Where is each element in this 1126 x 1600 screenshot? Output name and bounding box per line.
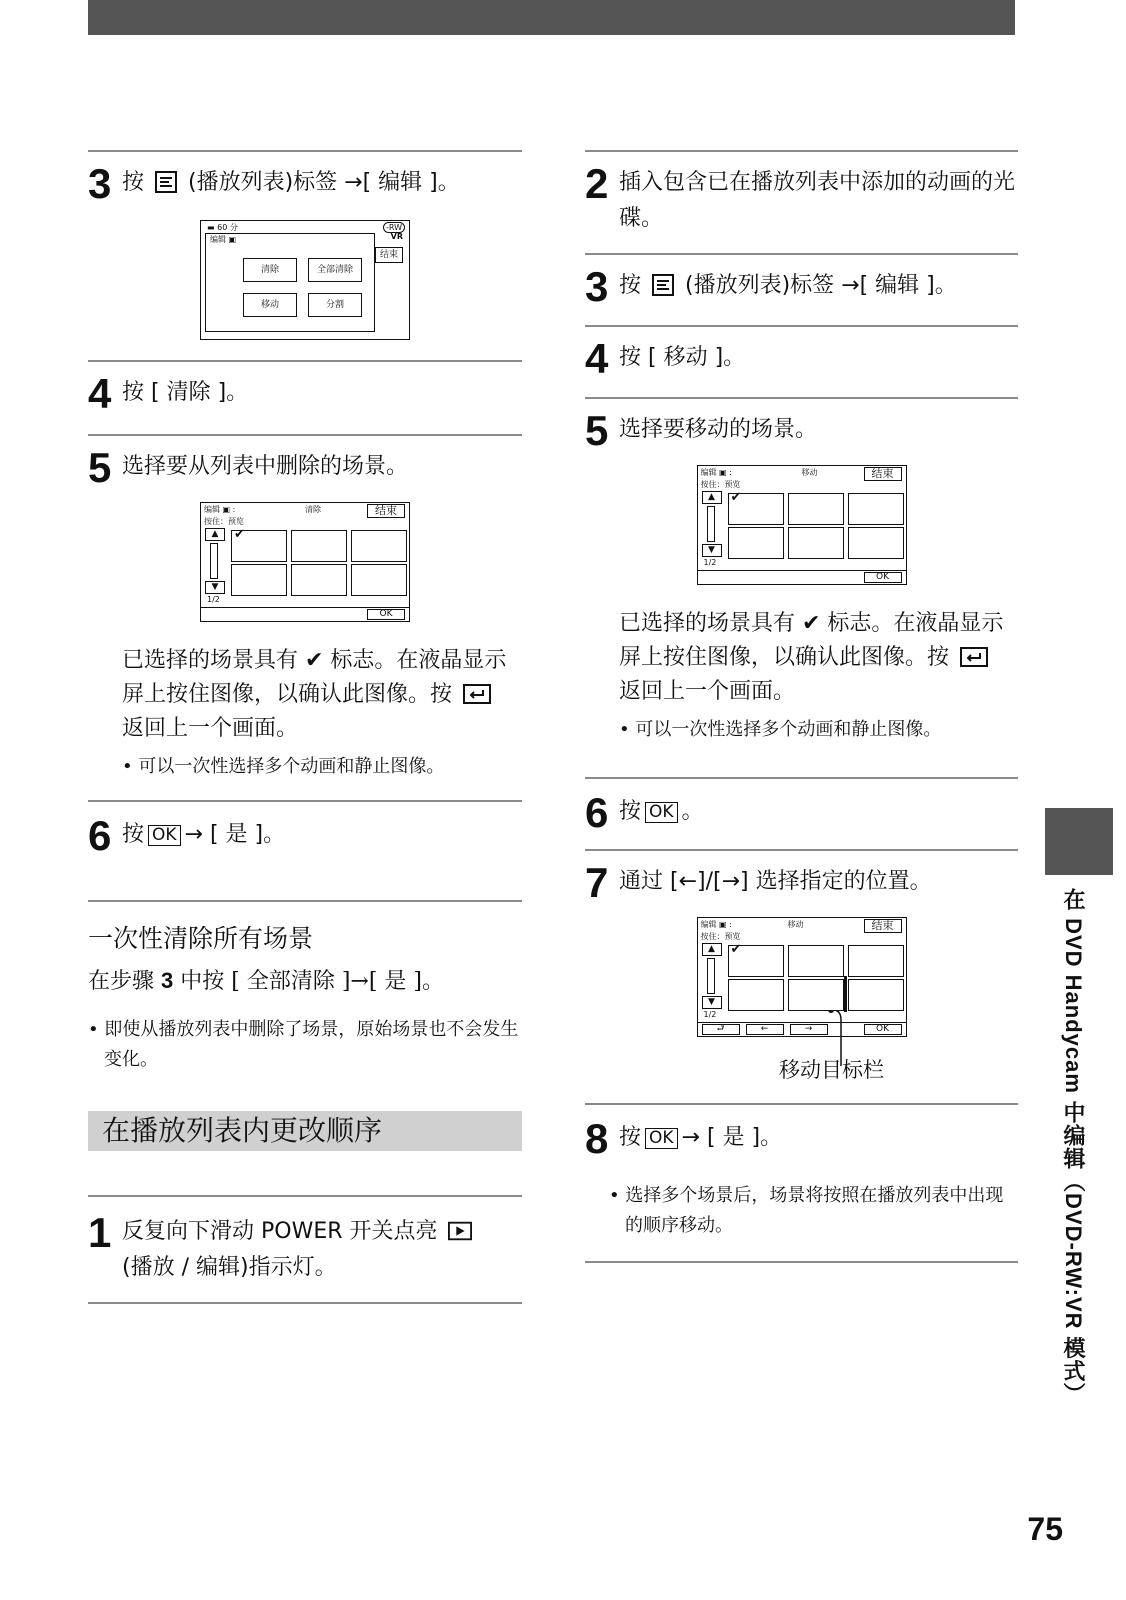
move-destination-bar: [844, 976, 847, 1012]
left-column: [88, 150, 522, 1304]
move-left-button[interactable]: ←: [746, 1024, 784, 1035]
right-step-5: 5 选择要移动的场景。: [585, 407, 818, 454]
scene-thumbnail[interactable]: [788, 979, 844, 1011]
scroll-up-button[interactable]: ▲: [702, 491, 722, 504]
lcd-clear-select: 编辑 ▣ : 清除 结束 按住：预览 ▲ ▼ 1/2 ✔ OK: [200, 502, 410, 622]
page-number: 75: [1027, 1511, 1063, 1547]
scene-thumbnail[interactable]: [788, 493, 844, 525]
left-note-paragraph: 已选择的场景具有 ✔ 标志。在液晶显示屏上按住图像，以确认此图像。按 返回上一个画面。: [122, 648, 507, 741]
scene-thumbnail[interactable]: [788, 527, 844, 559]
left-step-5: 5 选择要从列表中删除的场景。: [88, 444, 409, 491]
scene-thumbnail[interactable]: [291, 530, 347, 562]
sub-heading: 一次性清除所有场景: [88, 924, 314, 953]
callout-line: [817, 1010, 857, 1070]
end-button[interactable]: 结束: [864, 919, 902, 933]
disc-mode-label: VR: [390, 232, 403, 241]
end-button[interactable]: 结束: [375, 247, 403, 263]
right-step-8: 8 按 OK → [ 是 ]。: [585, 1115, 783, 1162]
scroll-down-button[interactable]: ▼: [702, 544, 722, 557]
lcd-edit-menu: ▬ 60 分 -RW VR 编辑 ▣ 结束 清除 全部清除 移动 分割: [200, 220, 410, 340]
menu-frame: [205, 233, 375, 332]
left-step-3: 3 按 (播放列表)标签 →[ 编辑 ]。: [88, 160, 460, 207]
scene-thumbnail[interactable]: [848, 527, 904, 559]
move-button[interactable]: 移动: [243, 293, 297, 317]
callout-caption: 移动目标栏: [779, 1058, 884, 1082]
clear-button[interactable]: 清除: [243, 258, 297, 282]
move-right-button[interactable]: →: [790, 1024, 828, 1035]
scroll-down-button[interactable]: ▼: [205, 581, 225, 594]
scroll-up-button[interactable]: ▲: [205, 528, 225, 541]
ok-key: OK: [148, 825, 181, 846]
check-icon: ✔: [730, 942, 742, 957]
lcd-move-destination: 编辑 ▣ : 移动 结束 按住：预览 ▲ ▼ 1/2 ✔ ⮐ ← → OK: [697, 917, 907, 1037]
left-bullet-1: • 可以一次性选择多个动画和静止图像。: [122, 756, 445, 777]
right-step-3: 3 按 (播放列表)标签 →[ 编辑 ]。: [585, 263, 957, 310]
header-bar: [88, 0, 1015, 35]
scrollbar[interactable]: [707, 506, 715, 542]
lcd-move-select: 编辑 ▣ : 移动 结束 按住：预览 ▲ ▼ 1/2 ✔ OK: [697, 465, 907, 585]
scene-thumbnail[interactable]: [728, 527, 784, 559]
ok-key: OK: [645, 1128, 678, 1149]
scene-thumbnail[interactable]: [728, 979, 784, 1011]
scrollbar[interactable]: [210, 543, 218, 579]
left-bullet-2: • 即使从播放列表中删除了场景，原始场景也不会发生变化。: [88, 1019, 519, 1070]
ok-button[interactable]: OK: [367, 609, 405, 620]
scene-thumbnail[interactable]: [788, 945, 844, 977]
return-icon: [959, 647, 989, 667]
scene-thumbnail[interactable]: [291, 564, 347, 596]
scene-thumbnail[interactable]: [728, 490, 784, 525]
divide-button[interactable]: 分割: [308, 293, 362, 317]
right-step-7: 7 通过 [←]/[→] 选择指定的位置。: [585, 859, 932, 906]
play-edit-lamp-icon: [448, 1220, 472, 1242]
ok-button[interactable]: OK: [864, 1024, 902, 1035]
scene-thumbnail[interactable]: [848, 945, 904, 977]
scene-thumbnail[interactable]: [848, 493, 904, 525]
ok-key: OK: [645, 802, 678, 823]
scene-thumbnail[interactable]: [728, 942, 784, 977]
sub-text: 在步骤 3 中按 [ 全部清除 ]→[ 是 ]。: [88, 968, 444, 994]
scene-thumbnail[interactable]: [231, 564, 287, 596]
playlist-icon: [154, 171, 178, 193]
right-bullet-2: • 选择多个场景后，场景将按照在播放列表中出现的顺序移动。: [609, 1185, 1004, 1236]
scroll-up-button[interactable]: ▲: [702, 943, 722, 956]
chapter-tab: [1045, 808, 1113, 875]
right-step-6: 6 按 OK 。: [585, 789, 704, 836]
scrollbar[interactable]: [707, 958, 715, 994]
ok-button[interactable]: OK: [864, 572, 902, 583]
check-icon: ✔: [234, 527, 245, 542]
left-step-1: 1 反复向下滑动 POWER 开关点亮 (播放 / 编辑)指示灯。: [88, 1211, 522, 1286]
end-button[interactable]: 结束: [367, 504, 405, 518]
right-column: [585, 150, 1018, 1263]
scroll-down-button[interactable]: ▼: [702, 996, 722, 1009]
chapter-side-label: 在 DVD Handycam 中编辑（DVD-RW:VR 模式）: [1061, 888, 1086, 1406]
left-step-6: 6 按 OK → [ 是 ]。: [88, 812, 286, 859]
scene-thumbnail[interactable]: [231, 527, 287, 562]
disc-type-badge: -RW: [383, 222, 405, 233]
return-button[interactable]: ⮐: [702, 1024, 740, 1035]
scene-thumbnail[interactable]: [848, 979, 904, 1011]
section-title: 在播放列表内更改顺序: [88, 1111, 522, 1151]
battery-indicator: ▬ 60 分: [207, 223, 238, 232]
right-step-4: 4 按 [ 移动 ]。: [585, 335, 746, 382]
scene-thumbnail[interactable]: [351, 564, 407, 596]
return-icon: [462, 684, 492, 704]
right-step-2: 2 插入包含已在播放列表中添加的动画的光碟。: [585, 160, 1016, 231]
playlist-icon: [651, 274, 675, 296]
right-note-paragraph: 已选择的场景具有 ✔ 标志。在液晶显示屏上按住图像，以确认此图像。按 返回上一个画面。: [619, 611, 1004, 704]
right-bullet-1: • 可以一次性选择多个动画和静止图像。: [619, 719, 942, 740]
check-icon: ✔: [730, 490, 742, 505]
scene-thumbnail[interactable]: [351, 530, 407, 562]
left-step-4: 4 按 [ 清除 ]。: [88, 370, 249, 417]
end-button[interactable]: 结束: [864, 467, 902, 481]
clear-all-button[interactable]: 全部清除: [308, 258, 362, 282]
